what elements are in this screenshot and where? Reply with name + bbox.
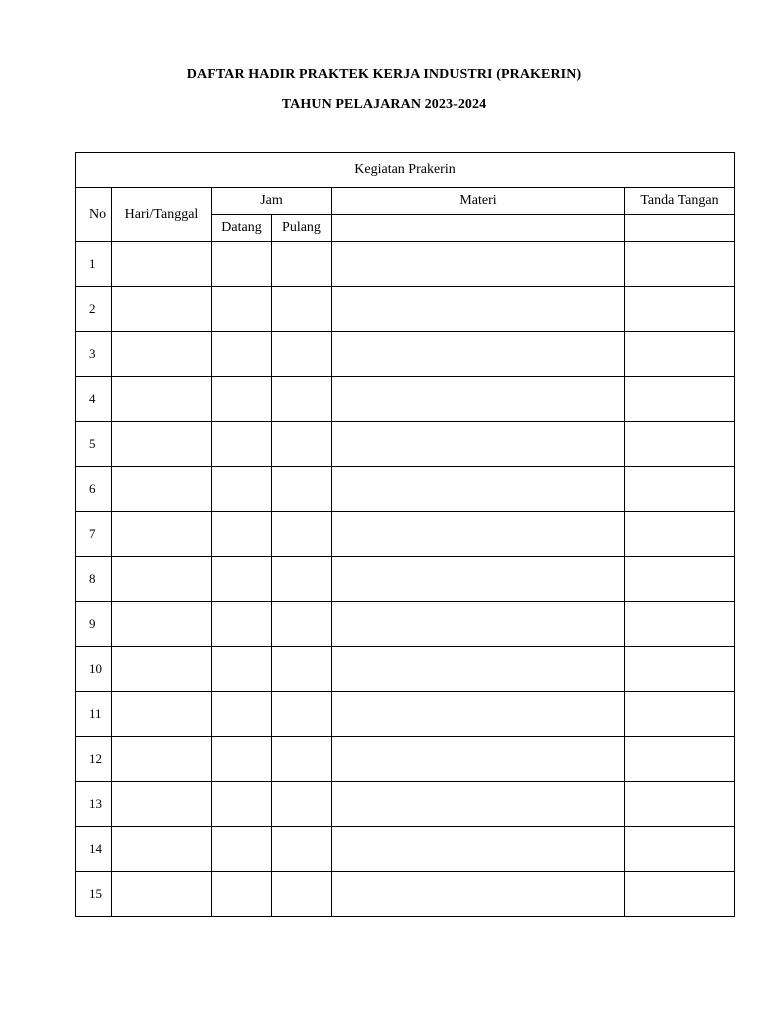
table-row bbox=[76, 737, 735, 782]
leave-cell[interactable] bbox=[272, 827, 332, 872]
leave-cell[interactable] bbox=[272, 377, 332, 422]
header-signature-blank bbox=[625, 215, 735, 242]
arrive-cell[interactable] bbox=[212, 422, 272, 467]
leave-cell[interactable] bbox=[272, 242, 332, 287]
signature-cell[interactable] bbox=[625, 287, 735, 332]
leave-cell[interactable] bbox=[272, 872, 332, 917]
material-cell[interactable] bbox=[332, 377, 625, 422]
table-row bbox=[76, 872, 735, 917]
table-row bbox=[76, 287, 735, 332]
material-cell[interactable] bbox=[332, 287, 625, 332]
header-signature: Tanda Tangan bbox=[625, 188, 735, 215]
date-cell[interactable] bbox=[112, 827, 212, 872]
table-row bbox=[76, 512, 735, 557]
signature-cell[interactable] bbox=[625, 467, 735, 512]
arrive-cell[interactable] bbox=[212, 242, 272, 287]
table-row bbox=[76, 467, 735, 512]
signature-cell[interactable] bbox=[625, 242, 735, 287]
row-number: 13 bbox=[76, 782, 112, 827]
date-cell[interactable] bbox=[112, 557, 212, 602]
leave-cell[interactable] bbox=[272, 737, 332, 782]
header-material: Materi bbox=[332, 188, 625, 215]
table-row bbox=[76, 332, 735, 377]
table-row bbox=[76, 422, 735, 467]
header-arrive: Datang bbox=[212, 215, 272, 242]
material-cell[interactable] bbox=[332, 872, 625, 917]
header-material-blank bbox=[332, 215, 625, 242]
material-cell[interactable] bbox=[332, 692, 625, 737]
date-cell[interactable] bbox=[112, 332, 212, 377]
row-number: 1 bbox=[76, 242, 112, 287]
row-number: 10 bbox=[76, 647, 112, 692]
row-number: 9 bbox=[76, 602, 112, 647]
arrive-cell[interactable] bbox=[212, 782, 272, 827]
arrive-cell[interactable] bbox=[212, 602, 272, 647]
arrive-cell[interactable] bbox=[212, 467, 272, 512]
row-number: 12 bbox=[76, 737, 112, 782]
row-number: 11 bbox=[76, 692, 112, 737]
arrive-cell[interactable] bbox=[212, 332, 272, 377]
arrive-cell[interactable] bbox=[212, 512, 272, 557]
document-title: DAFTAR HADIR PRAKTEK KERJA INDUSTRI (PRAKERIN) bbox=[186, 67, 582, 82]
table-banner: Kegiatan Prakerin bbox=[76, 153, 735, 188]
date-cell[interactable] bbox=[112, 512, 212, 557]
arrive-cell[interactable] bbox=[212, 377, 272, 422]
signature-cell[interactable] bbox=[625, 692, 735, 737]
table-row bbox=[76, 242, 735, 287]
material-cell[interactable] bbox=[332, 782, 625, 827]
document-subtitle: TAHUN PELAJARAN 2023-2024 bbox=[281, 97, 487, 112]
leave-cell[interactable] bbox=[272, 287, 332, 332]
header-no: No bbox=[76, 188, 112, 242]
header-hours: Jam bbox=[212, 188, 332, 215]
row-number: 2 bbox=[76, 287, 112, 332]
signature-cell[interactable] bbox=[625, 872, 735, 917]
table-row bbox=[76, 602, 735, 647]
leave-cell[interactable] bbox=[272, 422, 332, 467]
row-number: 4 bbox=[76, 377, 112, 422]
row-number: 8 bbox=[76, 557, 112, 602]
leave-cell[interactable] bbox=[272, 467, 332, 512]
arrive-cell[interactable] bbox=[212, 692, 272, 737]
arrive-cell[interactable] bbox=[212, 557, 272, 602]
leave-cell[interactable] bbox=[272, 647, 332, 692]
material-cell[interactable] bbox=[332, 827, 625, 872]
row-number: 3 bbox=[76, 332, 112, 377]
signature-cell[interactable] bbox=[625, 377, 735, 422]
arrive-cell[interactable] bbox=[212, 737, 272, 782]
material-cell[interactable] bbox=[332, 647, 625, 692]
date-cell[interactable] bbox=[112, 872, 212, 917]
signature-cell[interactable] bbox=[625, 647, 735, 692]
material-cell[interactable] bbox=[332, 602, 625, 647]
date-cell[interactable] bbox=[112, 287, 212, 332]
date-cell[interactable] bbox=[112, 602, 212, 647]
arrive-cell[interactable] bbox=[212, 647, 272, 692]
table-row bbox=[76, 557, 735, 602]
signature-cell[interactable] bbox=[625, 602, 735, 647]
table-row bbox=[76, 782, 735, 827]
header-date: Hari/Tanggal bbox=[112, 188, 212, 242]
signature-cell[interactable] bbox=[625, 557, 735, 602]
date-cell[interactable] bbox=[112, 377, 212, 422]
arrive-cell[interactable] bbox=[212, 827, 272, 872]
signature-cell[interactable] bbox=[625, 827, 735, 872]
leave-cell[interactable] bbox=[272, 332, 332, 377]
signature-cell[interactable] bbox=[625, 422, 735, 467]
arrive-cell[interactable] bbox=[212, 872, 272, 917]
material-cell[interactable] bbox=[332, 422, 625, 467]
table-row bbox=[76, 827, 735, 872]
header-leave: Pulang bbox=[272, 215, 332, 242]
signature-cell[interactable] bbox=[625, 782, 735, 827]
leave-cell[interactable] bbox=[272, 512, 332, 557]
date-cell[interactable] bbox=[112, 692, 212, 737]
signature-cell[interactable] bbox=[625, 737, 735, 782]
date-cell[interactable] bbox=[112, 647, 212, 692]
leave-cell[interactable] bbox=[272, 692, 332, 737]
arrive-cell[interactable] bbox=[212, 287, 272, 332]
signature-cell[interactable] bbox=[625, 332, 735, 377]
leave-cell[interactable] bbox=[272, 602, 332, 647]
table-row bbox=[76, 692, 735, 737]
date-cell[interactable] bbox=[112, 467, 212, 512]
row-number: 14 bbox=[76, 827, 112, 872]
table-row bbox=[76, 647, 735, 692]
material-cell[interactable] bbox=[332, 557, 625, 602]
date-cell[interactable] bbox=[112, 782, 212, 827]
material-cell[interactable] bbox=[332, 467, 625, 512]
date-cell[interactable] bbox=[112, 242, 212, 287]
material-cell[interactable] bbox=[332, 512, 625, 557]
material-cell[interactable] bbox=[332, 737, 625, 782]
material-cell[interactable] bbox=[332, 242, 625, 287]
leave-cell[interactable] bbox=[272, 782, 332, 827]
material-cell[interactable] bbox=[332, 332, 625, 377]
attendance-table bbox=[75, 152, 735, 917]
row-number: 7 bbox=[76, 512, 112, 557]
row-number: 5 bbox=[76, 422, 112, 467]
date-cell[interactable] bbox=[112, 737, 212, 782]
row-number: 6 bbox=[76, 467, 112, 512]
row-number: 15 bbox=[76, 872, 112, 917]
signature-cell[interactable] bbox=[625, 512, 735, 557]
leave-cell[interactable] bbox=[272, 557, 332, 602]
date-cell[interactable] bbox=[112, 422, 212, 467]
table-row bbox=[76, 377, 735, 422]
